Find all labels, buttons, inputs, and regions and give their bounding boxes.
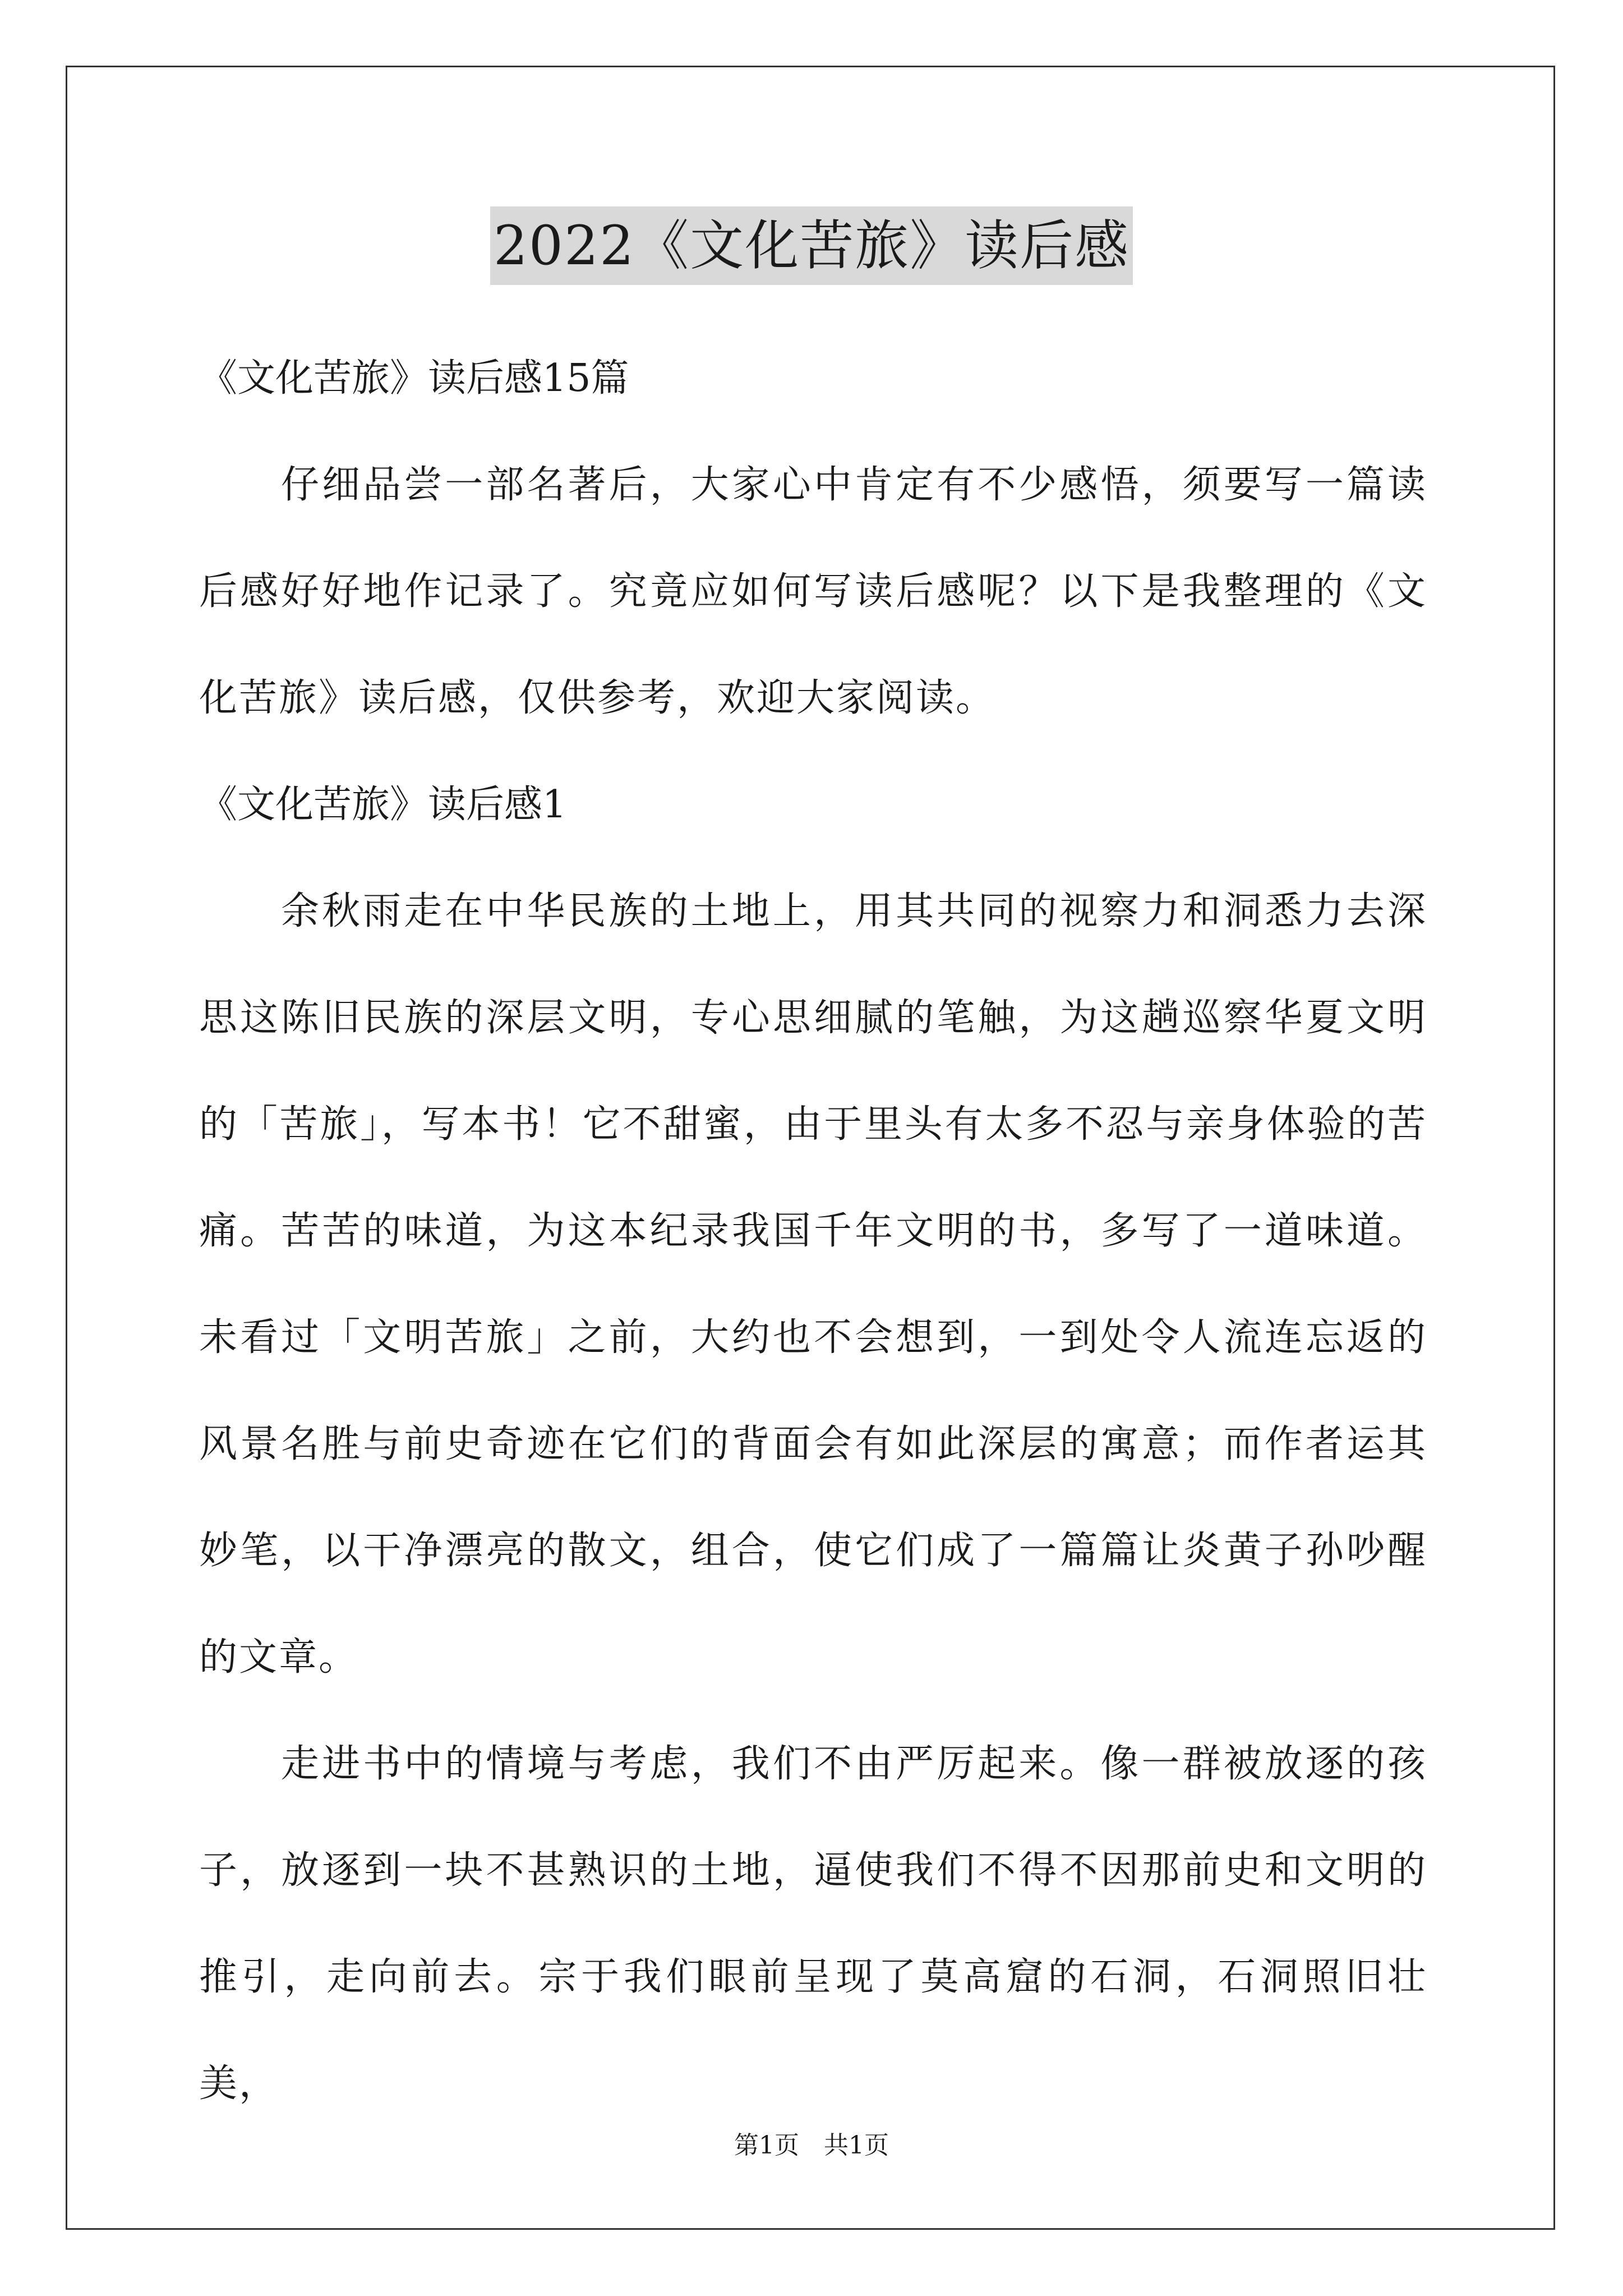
document-title: 2022《文化苦旅》读后感 xyxy=(490,206,1133,285)
title-container xyxy=(0,206,1623,285)
section-heading: 《文化苦旅》读后感1 xyxy=(199,783,567,827)
page-footer xyxy=(0,2129,1623,2162)
body-paragraph-1: 余秋雨走在中华民族的土地上，用其共同的视察力和洞悉力去深思这陈旧民族的深层文明，专心思细腻的笔触，为这趟巡察华夏文明的「苦旅」，写本书！它不甜蜜，由于里头有太多不忍与亲身体验的苦痛。苦苦的味道，为这本纪录我国千年文明的书，多写了一道味道。未看过「文明苦旅」之前，大约也不会想到，一到处令人流连忘返的风景名胜与前史奇迹在它们的背面会有如此深层的寓意；而作者运其妙笔，以干净漂亮的散文，组合，使它们成了一篇篇让炎黄子孙吵醒的文章。 xyxy=(199,889,1427,1680)
document-body xyxy=(199,325,1427,2137)
page-number-total: 共1页 xyxy=(824,2131,889,2160)
body-paragraph-2: 走进书中的情境与考虑，我们不由严厉起来。像一群被放逐的孩子，放逐到一块不甚熟识的土地，逼使我们不得不因那前史和文明的推引，走向前去。宗于我们眼前呈现了莫高窟的石洞，石洞照旧壮美， xyxy=(199,1742,1427,2106)
intro-paragraph: 仔细品尝一部名著后，大家心中肯定有不少感悟，须要写一篇读后感好好地作记录了。究竟应如何写读后感呢？以下是我整理的《文化苦旅》读后感，仅供参考，欢迎大家阅读。 xyxy=(199,463,1427,720)
document-subtitle: 《文化苦旅》读后感15篇 xyxy=(199,356,629,401)
page-number-current: 第1页 xyxy=(734,2131,799,2160)
